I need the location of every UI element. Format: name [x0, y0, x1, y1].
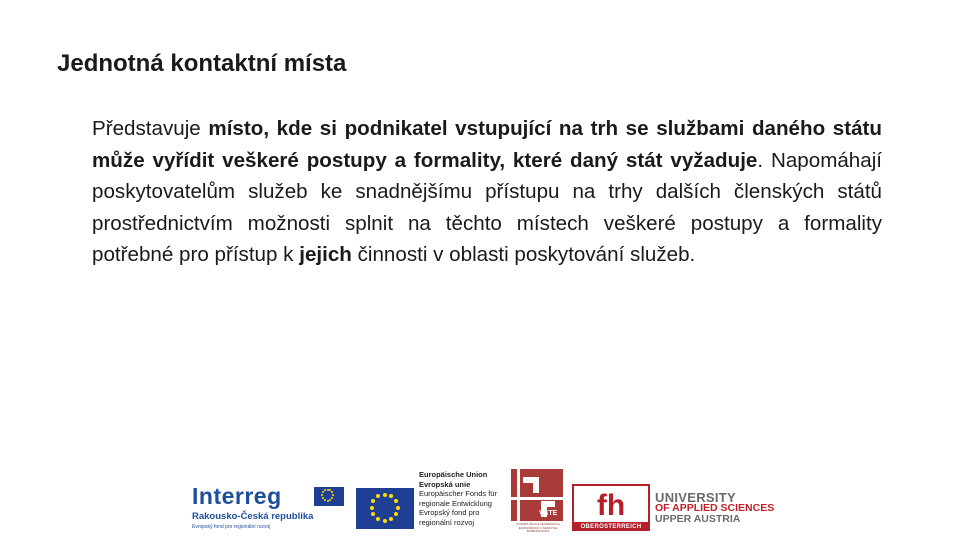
- eu-text-line-1: Europäische Union: [419, 470, 488, 479]
- eu-star: [396, 506, 400, 510]
- eu-flag-icon: [356, 488, 414, 529]
- eu-star: [331, 491, 333, 493]
- fh-mark: fh: [596, 489, 626, 522]
- eu-text-line-2: Evropská unie: [419, 479, 471, 489]
- interreg-logo: [192, 483, 352, 529]
- eu-star: [321, 494, 323, 496]
- fh-mark-icon: [572, 484, 650, 524]
- interreg-eu-flag-icon: [314, 487, 344, 506]
- eu-text-line-5: Evropský fond pro: [419, 508, 480, 518]
- eu-star: [394, 512, 398, 516]
- eu-star: [383, 519, 387, 523]
- eu-funding-text: [419, 470, 497, 528]
- vste-label: VŠTE: [539, 510, 558, 517]
- slide-paragraph: [92, 113, 882, 271]
- vste-caption: VYSOKÁ ŠKOLA TECHNICKÁ A EKONOMICKÁ V ČESKÝCH BUDĚJOVICÍCH: [516, 522, 560, 534]
- eu-star: [329, 499, 331, 501]
- interreg-wordmark: Interreg: [192, 483, 282, 509]
- eu-star: [322, 497, 324, 499]
- eu-star: [389, 494, 393, 498]
- paragraph-part-5: činnosti v oblasti poskytování služeb.: [351, 243, 696, 266]
- eu-star: [324, 499, 326, 501]
- paragraph-part-1: Představuje: [92, 117, 209, 140]
- logo-strip: [0, 462, 960, 540]
- eu-text-line-6: regionální rozvoj: [419, 517, 475, 527]
- eu-star: [324, 489, 326, 491]
- eu-star: [383, 493, 387, 497]
- interreg-region-label: Rakousko-Česká republika: [192, 511, 314, 522]
- vste-emblem-icon: [509, 467, 565, 523]
- eu-star: [331, 497, 333, 499]
- eu-text-line-3: Europäischer Fonds für: [419, 489, 497, 499]
- eu-star: [371, 499, 375, 503]
- eu-star: [389, 517, 393, 521]
- eu-star: [376, 494, 380, 498]
- eu-star: [327, 489, 329, 491]
- university-line-1: UNIVERSITY: [655, 490, 737, 505]
- university-logo-text: [655, 492, 774, 525]
- fh-region-bar: OBERÖSTERREICH: [572, 523, 650, 531]
- university-line-3: UPPER AUSTRIA: [655, 513, 741, 525]
- slide-title: Jednotná kontaktní místa: [57, 50, 347, 77]
- eu-star: [332, 494, 334, 496]
- interreg-tagline: Evropský fond pro regionální rozvoj: [192, 524, 271, 530]
- paragraph-part-2-bold: místo, kde si podnikatel vstupující na trh se službami daného státu může vyřídit veškeré postupy a formality, které daný stát vyžaduje: [92, 117, 882, 172]
- eu-star: [327, 500, 329, 502]
- eu-star: [322, 491, 324, 493]
- fh-logo: [572, 484, 650, 528]
- eu-star: [394, 499, 398, 503]
- paragraph-part-3: . Napomáhají poskytovatelům služeb ke snadnějšímu přístupu na trhy dalších členských států prostřednictvím možnosti splnit na těchto místech veškeré postupy a formality potřebné pro přístup k: [92, 148, 882, 266]
- eu-text-line-4: regionale Entwicklung: [419, 498, 492, 508]
- eu-star: [371, 512, 375, 516]
- vste-logo: [509, 467, 565, 535]
- paragraph-part-4-bold: jejich: [299, 243, 352, 266]
- eu-star: [370, 506, 374, 510]
- eu-star: [376, 517, 380, 521]
- university-line-2: OF APPLIED SCIENCES: [655, 502, 775, 514]
